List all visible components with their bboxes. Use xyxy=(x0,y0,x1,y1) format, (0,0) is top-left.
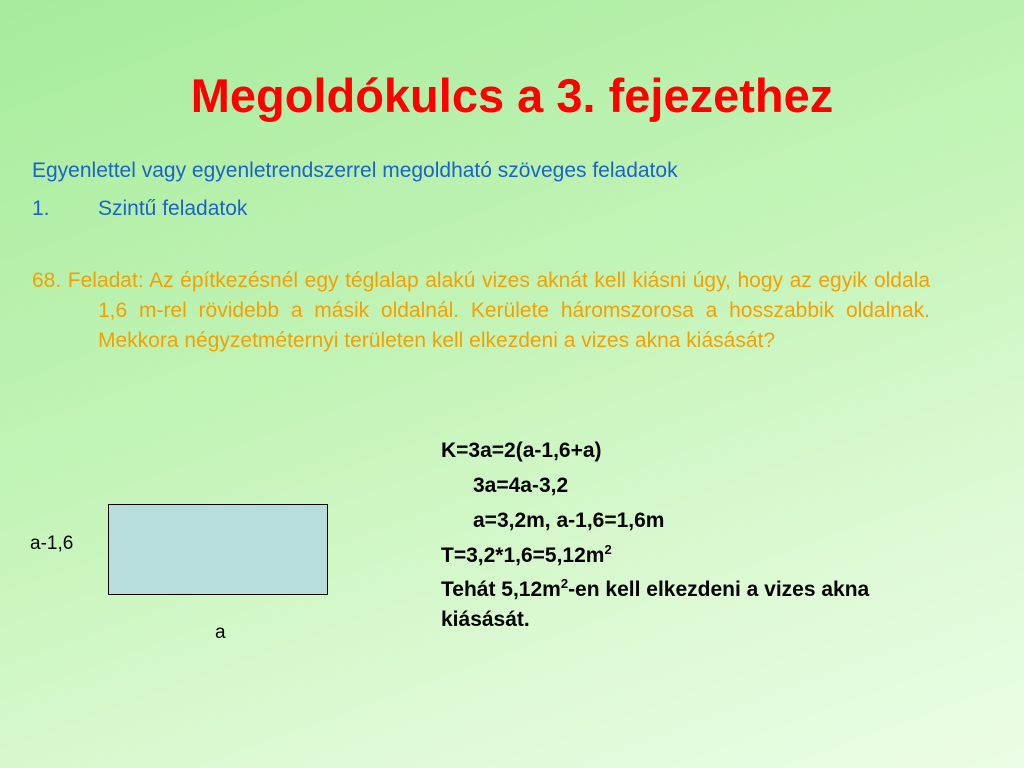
area-formula: T=3,2*1,6=5,12m xyxy=(441,544,605,567)
slide-title: Megoldókulcs a 3. fejezethez xyxy=(190,69,834,122)
pit-rectangle xyxy=(108,504,328,595)
conclusion-end: -en kell elkezdeni a vizes akna kiásását. xyxy=(441,578,870,631)
solution-line-perimeter: K=3a=2(a-1,6+a) xyxy=(441,439,602,462)
rectangle-bottom-label: a xyxy=(215,622,226,643)
solution-line-equation: 3a=4a-3,2 xyxy=(473,474,569,497)
solution-line-area xyxy=(441,538,891,573)
solution-block xyxy=(441,433,891,635)
list-item-level xyxy=(32,194,247,224)
rectangle-side-label: a-1,6 xyxy=(30,533,74,554)
conclusion-start: Tehát 5,12m xyxy=(441,578,561,601)
solution-conclusion xyxy=(441,575,891,635)
problem-statement: 68. Feladat: Az építkezésnél egy téglalap alakú vizes aknát kell kiásni úgy, hogy az egyik oldala 1,6 m-rel rövidebb a másik oldalnál. Kerülete háromszorosa a hosszabbik oldalnak. Mekkora négyzetméternyi területen kell elkezdeni a vizes akna kiásását? xyxy=(32,269,930,352)
list-item-label: Szintű feladatok xyxy=(98,197,248,220)
conclusion-exponent: 2 xyxy=(560,576,569,591)
chapter-subtitle: Egyenlettel vagy egyenletrendszerrel megoldható szöveges feladatok xyxy=(32,159,678,182)
solution-line-sides: a=3,2m, a-1,6=1,6m xyxy=(473,509,665,532)
list-number: 1. xyxy=(32,197,50,220)
area-exponent: 2 xyxy=(604,542,612,557)
